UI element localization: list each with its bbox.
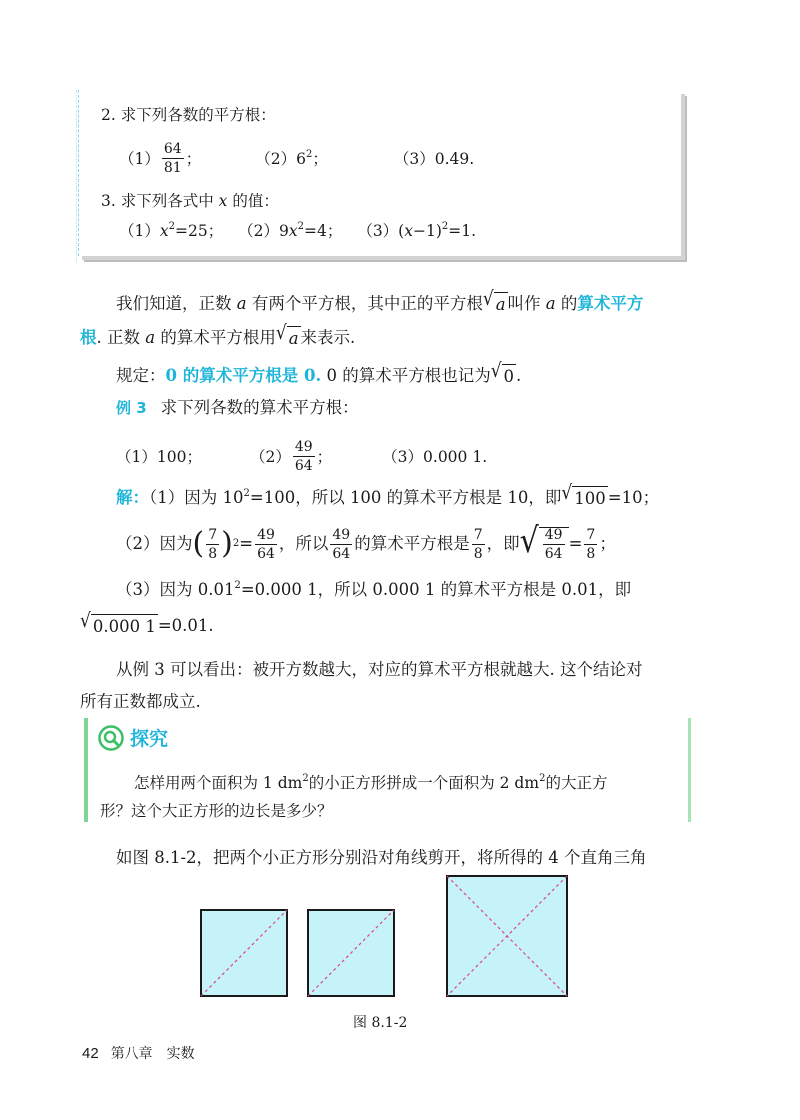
solution-line-2: （2）因为 ( $\frac{7}{8}$ ) 2 = $\frac{49}{64}$ ，所以 $\frac{49}{64}$ 的算术平方根是 $\frac{7}{8}$ ，即 √ $\frac{49}{64}$ = $\frac{7}{8}$ ； (116, 521, 616, 562)
example-3-heading: 例 3 求下列各数的算术平方根： (116, 398, 359, 417)
figure-caption: 图 8.1-2 (353, 1015, 408, 1031)
paragraph-2-line-2: 所有正数都成立. (80, 692, 201, 711)
explore-text-line-1: 怎样用两个面积为 1 $dm^2$的小正方形拼成一个面积为 2 $dm^2$的大正方 (134, 773, 608, 792)
exercise-2-items: （1） $\frac{64}{81}$ ； $(2)6^2$； （3）0.49. (119, 141, 475, 176)
solution-line-4: √ 0.000 1 =0.01. (80, 614, 214, 639)
example-label: 例 3 (116, 399, 147, 417)
fraction-49-64: $\frac{49}{64}$ (294, 439, 313, 474)
solution-line-1: 解：（1）因为 $10^2=100$，所以 100 的算术平方根是 10，即 √ 100 =10； (116, 486, 659, 511)
solution-label: 解： (116, 488, 149, 507)
chapter-title: 第八章 实数 (110, 1046, 195, 1062)
paragraph-3-line-1: 如图 8.1-2，把两个小正方形分别沿对角线剪开，将所得的 4 个直角三角 (116, 848, 647, 867)
sqrt-100: √ 100 (561, 486, 607, 511)
rule-line: 规定：0 的算术平方根是 0. 0 的算术平方根也记为 √ 0 . (116, 364, 521, 389)
paragraph-1-line-1: 我们知道，正数 a 有两个平方根，其中正的平方根 √ a 叫作 a 的算术平方 (116, 292, 643, 317)
figure-squares (195, 870, 585, 1000)
exercise-2-label: 2. 求下列各数的平方根： (101, 106, 276, 124)
paragraph-2-line-1: 从例 3 可以看出：被开方数越大，对应的算术平方根就越大. 这个结论对 (116, 660, 643, 679)
sqrt-0: √ 0 (491, 364, 516, 389)
page-number: 42 (82, 1045, 99, 1062)
solution-line-3: （3）因为 $0.01^2=0.000$ 1，所以 0.000 1 的算术平方根是 0.01，即 (116, 580, 632, 599)
exercise-3-label: 3. 求下列各式中 x 的值： (101, 192, 279, 210)
example-3-items: （1）100； （2） $\frac{49}{64}$ ； （3）0.000 1. (116, 439, 488, 474)
small-square-2 (308, 910, 394, 996)
explore-title: 探究 (98, 724, 168, 751)
term-arithmetic-square-root: 算术平方 (577, 294, 644, 313)
sqrt-a: √ a (276, 326, 301, 351)
large-square (447, 876, 567, 996)
page-footer (82, 1042, 195, 1065)
sqrt-49-64: √ $\frac{49}{64}$ (520, 527, 569, 561)
sqrt-a: √ a (483, 292, 508, 317)
sqrt-0-0001: √ 0.000 1 (80, 614, 158, 639)
rule-highlight: 0 的算术平方根是 0. (165, 366, 322, 385)
fraction-64-81: $\frac{64}{81}$ (163, 141, 182, 176)
exercise-3-items: $(1)x^2=25$； $(2)9x^2=4$； $(3)(x-1)^2=1$. (119, 221, 477, 240)
paragraph-1-line-2: 根. 正数 a 的算术平方根用 √ a 来表示. (80, 326, 355, 351)
explore-box (84, 718, 691, 822)
explore-text-line-2: 形？这个大正方形的边长是多少？ (100, 802, 333, 820)
exercise-box (78, 90, 681, 256)
explore-icon (98, 725, 124, 751)
small-square-1 (201, 910, 287, 996)
